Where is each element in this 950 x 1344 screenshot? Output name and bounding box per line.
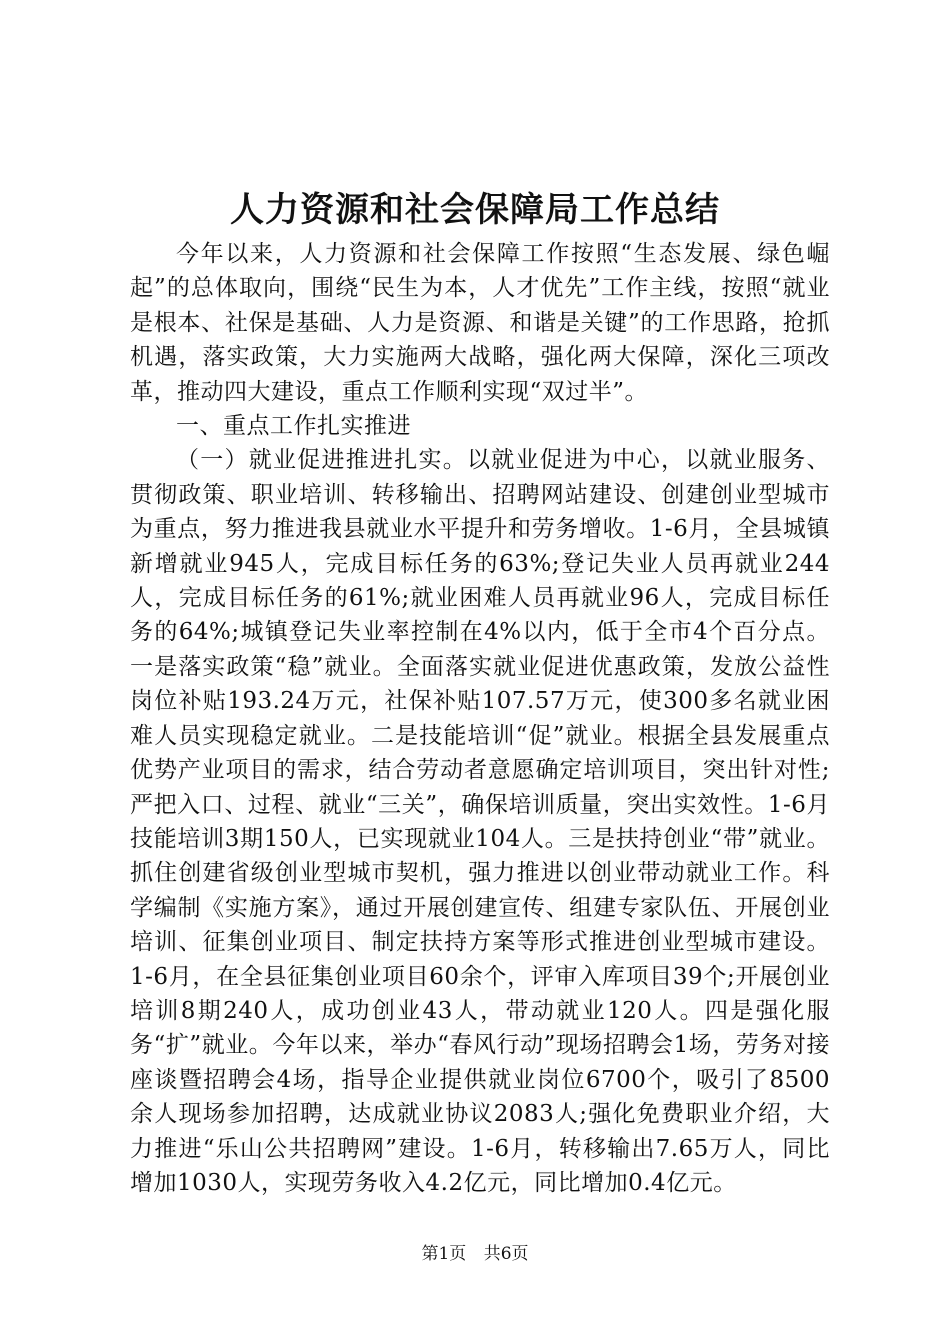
- page-number: 第1页: [421, 1244, 467, 1264]
- intro-paragraph: 今年以来，人力资源和社会保障工作按照“生态发展、绿色崛起”的总体取向，围绕“民生为本，人才优先”工作主线，按照“就业是根本、社保是基础、人力是资源、和谐是关键”的工作思路，抢抓机遇，落实政策，大力实施两大战略，强化两大保障，深化三项改革，推动四大建设，重点工作顺利实现“双过半”。: [130, 241, 830, 405]
- page-total: 共6页: [483, 1244, 529, 1264]
- document-body: [130, 237, 830, 1200]
- page-footer: [0, 1242, 950, 1266]
- document-title: 人力资源和社会保障局工作总结: [230, 190, 720, 230]
- employment-paragraph: （一）就业促进推进扎实。以就业促进为中心，以就业服务、贯彻政策、职业培训、转移输出、招聘网站建设、创建创业型城市为重点，努力推进我县就业水平提升和劳务增收。1-6月，全县城镇新增就业945人，完成目标任务的63%;登记失业人员再就业244人，完成目标任务的61%;就业困难人员再就业96人，完成目标任务的64%;城镇登记失业率控制在4%以内，低于全市4个百分点。一是落实政策“稳”就业。全面落实就业促进优惠政策，发放公益性岗位补贴193.24万元，社保补贴107.57万元，使300多名就业困难人员实现稳定就业。二是技能培训“促”就业。根据全县发展重点优势产业项目的需求，结合劳动者意愿确定培训项目，突出针对性;严把入口、过程、就业“三关”，确保培训质量，突出实效性。1-6月技能培训3期150人，已实现就业104人。三是扶持创业“带”就业。抓住创建省级创业型城市契机，强力推进以创业带动就业工作。科学编制《实施方案》，通过开展创建宣传、组建专家队伍、开展创业培训、征集创业项目、制定扶持方案等形式推进创业型城市建设。1-6月，在全县征集创业项目60余个，评审入库项目39个;开展创业培训8期240人，成功创业43人，带动就业120人。四是强化服务“扩”就业。今年以来，举办“春风行动”现场招聘会1场，劳务对接座谈暨招聘会4场，指导企业提供就业岗位6700个，吸引了8500余人现场参加招聘，达成就业协议2083人;强化免费职业介绍，大力推进“乐山公共招聘网”建设。1-6月，转移输出7.65万人，同比增加1030人，实现劳务收入4.2亿元，同比增加0.4亿元。: [130, 447, 830, 1196]
- section-heading: 一、重点工作扎实推进: [176, 413, 411, 440]
